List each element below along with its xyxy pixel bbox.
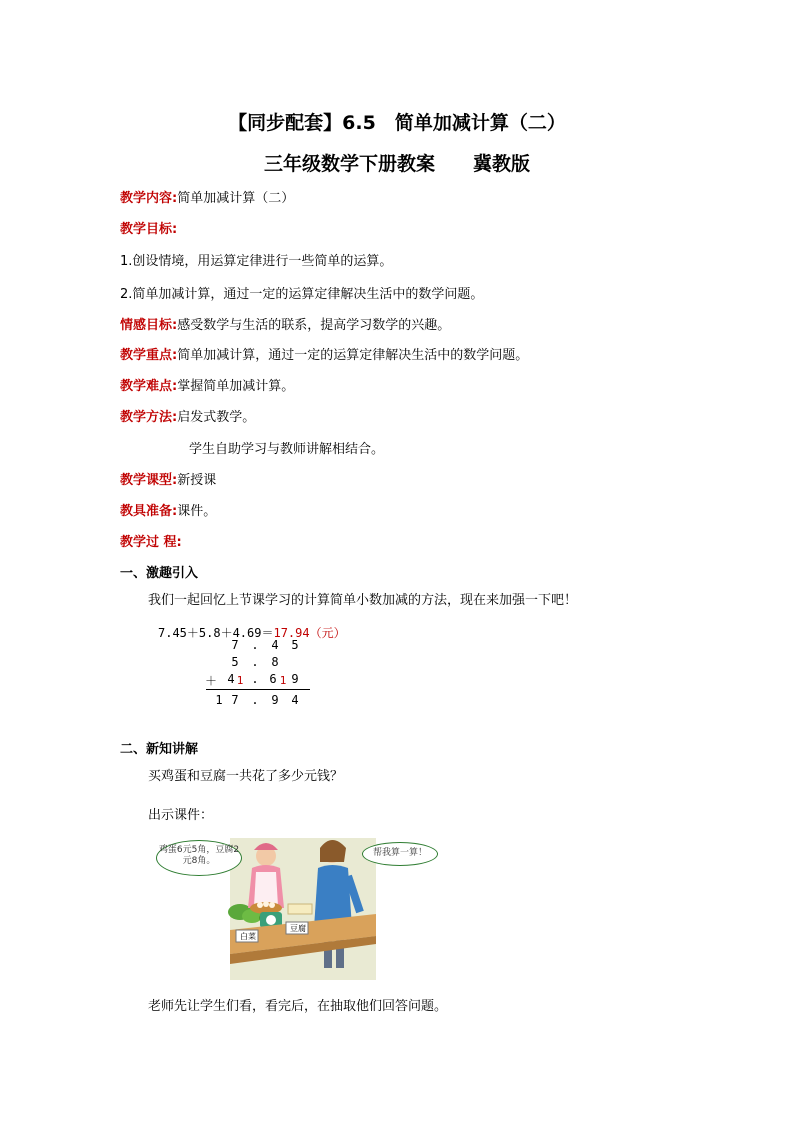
tools-value: 课件。: [177, 504, 217, 519]
courseware-illustration: [148, 832, 448, 980]
sign-cabbage: 白菜: [240, 932, 256, 941]
section1-text: 我们一起回忆上节课学习的计算简单小数加减的方法，现在来加强一下吧！: [148, 593, 578, 608]
row3-point: .: [251, 672, 259, 686]
key-row: [120, 344, 528, 363]
content-label: 教学内容:: [120, 191, 178, 206]
method-value: 启发式教学。: [177, 410, 256, 425]
carry-mark: 1: [236, 674, 244, 687]
section2-heading: 二、新知讲解: [120, 742, 199, 757]
type-value: 新授课: [177, 473, 217, 488]
row1-digit: 7: [231, 638, 239, 652]
result-digit: 7: [231, 693, 239, 707]
goal-1: 1.创设情境，用运算定律进行一些简单的运算。: [120, 254, 393, 269]
plus-sign: ＋: [204, 674, 217, 688]
speech-bubble-right: 帮我算一算！: [362, 842, 438, 866]
method-value-2: 学生自助学习与教师讲解相结合。: [189, 442, 385, 457]
emotion-value: 感受数学与生活的联系，提高学习数学的兴趣。: [177, 318, 451, 333]
row2-digit: 8: [271, 655, 279, 669]
emotion-row: [120, 314, 450, 333]
result-point: .: [251, 693, 259, 707]
row3-digit: 9: [291, 672, 299, 686]
result-digit: 1: [215, 693, 223, 707]
content-row: [120, 187, 294, 206]
page-subtitle: 三年级数学下册教案 冀教版: [263, 153, 530, 175]
row3-digit: 6: [269, 672, 277, 686]
row1-digit: 5: [291, 638, 299, 652]
speech-bubble-left: 鸡蛋6元5角，豆腐2元8角。: [156, 840, 242, 876]
section2-closing: 老师先让学生们看，看完后，在抽取他们回答问题。: [148, 999, 448, 1014]
sign-tofu: 豆腐: [290, 924, 306, 933]
carry-mark: 1: [279, 674, 287, 687]
row1-point: .: [251, 638, 259, 652]
section1-heading: 一、激趣引入: [120, 566, 199, 581]
tools-row: [120, 500, 216, 519]
goals-row: [120, 218, 177, 237]
tools-label: 教具准备:: [120, 504, 178, 519]
row2-point: .: [251, 655, 259, 669]
row2-digit: 5: [231, 655, 239, 669]
method-label: 教学方法:: [120, 410, 178, 425]
content-value: 简单加减计算（二）: [177, 191, 295, 206]
key-label: 教学重点:: [120, 348, 178, 363]
result-digit: 9: [271, 693, 279, 707]
sum-rule: [206, 689, 310, 690]
row1-digit: 4: [271, 638, 279, 652]
section2-question: 买鸡蛋和豆腐一共花了多少元钱？: [148, 769, 344, 784]
goals-label: 教学目标:: [120, 222, 178, 237]
difficulty-label: 教学难点:: [120, 379, 178, 394]
page-title: 【同步配套】6.5 简单加减计算（二）: [228, 112, 566, 134]
type-row: [120, 469, 216, 488]
equation-left: 7.45＋5.8＋4.69＝: [158, 626, 274, 640]
process-row: [120, 531, 182, 550]
process-label: 教学过 程:: [120, 535, 182, 550]
goal-2: 2.简单加减计算，通过一定的运算定律解决生活中的数学问题。: [120, 287, 484, 302]
equation-result: 17.94（元）: [273, 626, 346, 640]
row3-digit: 4: [227, 672, 235, 686]
method-row: [120, 406, 255, 425]
type-label: 教学课型:: [120, 473, 178, 488]
section2-show: 出示课件：: [148, 808, 214, 823]
emotion-label: 情感目标:: [120, 318, 178, 333]
vertical-addition: [200, 638, 320, 712]
difficulty-value: 掌握简单加减计算。: [177, 379, 295, 394]
difficulty-row: [120, 375, 294, 394]
result-digit: 4: [291, 693, 299, 707]
key-value: 简单加减计算，通过一定的运算定律解决生活中的数学问题。: [177, 348, 529, 363]
